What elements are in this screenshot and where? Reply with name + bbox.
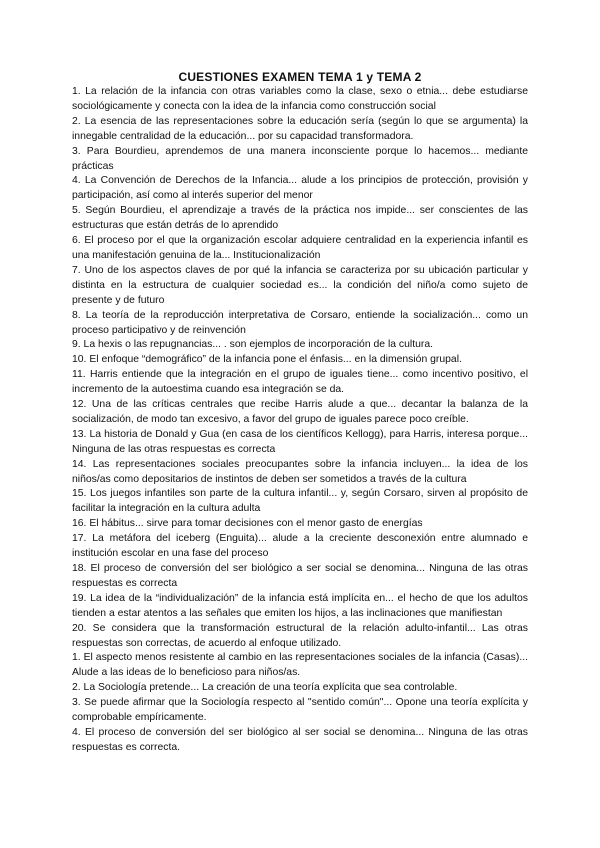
page-title: CUESTIONES EXAMEN TEMA 1 y TEMA 2 xyxy=(178,70,422,84)
question-item: 5. Según Bourdieu, el aprendizaje a través de la práctica nos impide... ser conscientes de las estructuras que están detrás de lo aprendido xyxy=(72,205,528,232)
question-item: 17. La metáfora del iceberg (Enguita)... alude a la creciente desconexión entre alumnado e institución escolar en una fase del proceso xyxy=(72,533,528,560)
question-item: 8. La teoría de la reproducción interpretativa de Corsaro, entiende la socialización... como un proceso participativo y de reinvención xyxy=(72,309,528,336)
question-item: 9. La hexis o las repugnancias... . son ejemplos de incorporación de la cultura. xyxy=(72,339,433,351)
question-item: 6. El proceso por el que la organización escolar adquiere centralidad en la experiencia infantil es una manifestación genuina de la... Institucionalización xyxy=(72,235,528,261)
question-item: 14. Las representaciones sociales preocupantes sobre la infancia incluyen... la idea de los niños/as como depositarios de instintos de deben ser sometidos a través de la cultura xyxy=(72,458,528,485)
question-item: 2. La esencia de las representaciones sobre la educación sería (según lo que se argumenta) la innegable centralidad de la educación... por su capacidad transformadora. xyxy=(72,115,528,142)
question-item: 13. La historia de Donald y Gua (en casa de los científicos Kellogg), para Harris, interesa porque... Ninguna de las otras respuestas es correcta xyxy=(72,428,528,455)
question-item: 1. El aspecto menos resistente al cambio en las representaciones sociales de la infancia (Casas)... Alude a las ideas de lo beneficioso para niños/as. xyxy=(72,652,528,679)
question-item: 16. El hábitus... sirve para tomar decisiones con el menor gasto de energías xyxy=(72,518,423,530)
question-item: 19. La idea de la “individualización” de la infancia está implícita en... el hecho de que los adultos tienden a estar atentos a las señales que emiten los hijos, a las inclinaciones que manifiestan xyxy=(72,592,528,619)
question-item: 4. La Convención de Derechos de la Infancia... alude a los principios de protección, provisión y participación, así como al interés superior del menor xyxy=(72,175,528,202)
question-item: 11. Harris entiende que la integración en el grupo de iguales tiene... como incentivo positivo, el incremento de la autoestima cuando esa integración se da. xyxy=(72,369,528,396)
question-item: 4. El proceso de conversión del ser biológico al ser social se denomina... Ninguna de las otras respuestas es correcta. xyxy=(72,726,528,753)
question-item: 15. Los juegos infantiles son parte de la cultura infantil... y, según Corsaro, sirven al propósito de facilitar la integración en la cultura adulta xyxy=(72,488,528,515)
question-item: 7. Uno de los aspectos claves de por qué la infancia se caracteriza por su ubicación particular y distinta en la estructura de cualquier sociedad es... la condición del niño/a como sujeto de presente y de futuro xyxy=(72,264,528,306)
question-list xyxy=(72,85,528,756)
question-item: 20. Se considera que la transformación estructural de la relación adulto-infantil... Las otras respuestas son correctas, de acuerdo al enfoque utilizado. xyxy=(72,622,528,649)
question-item: 1. La relación de la infancia con otras variables como la clase, sexo o etnia... debe estudiarse sociológicamente y conecta con la idea de la infancia como construcción social xyxy=(72,86,528,112)
question-item: 3. Se puede afirmar que la Sociología respecto al "sentido común"... Opone una teoría explícita y comprobable empíricamente. xyxy=(72,697,528,724)
question-item: 18. El proceso de conversión del ser biológico a ser social se denomina... Ninguna de las otras respuestas es correcta xyxy=(72,563,528,589)
question-item: 3. Para Bourdieu, aprendemos de una manera inconsciente porque lo hacemos... mediante prácticas xyxy=(72,145,528,172)
question-item: 12. Una de las críticas centrales que recibe Harris alude a que... decantar la balanza de la socialización, de modo tan excesivo, a favor del grupo de iguales parece poco creíble. xyxy=(72,399,528,425)
question-item: 2. La Sociología pretende... La creación de una teoría explícita que sea controlable. xyxy=(72,682,458,694)
question-item: 10. El enfoque “demográfico” de la infancia pone el énfasis... en la dimensión grupal. xyxy=(72,354,462,366)
